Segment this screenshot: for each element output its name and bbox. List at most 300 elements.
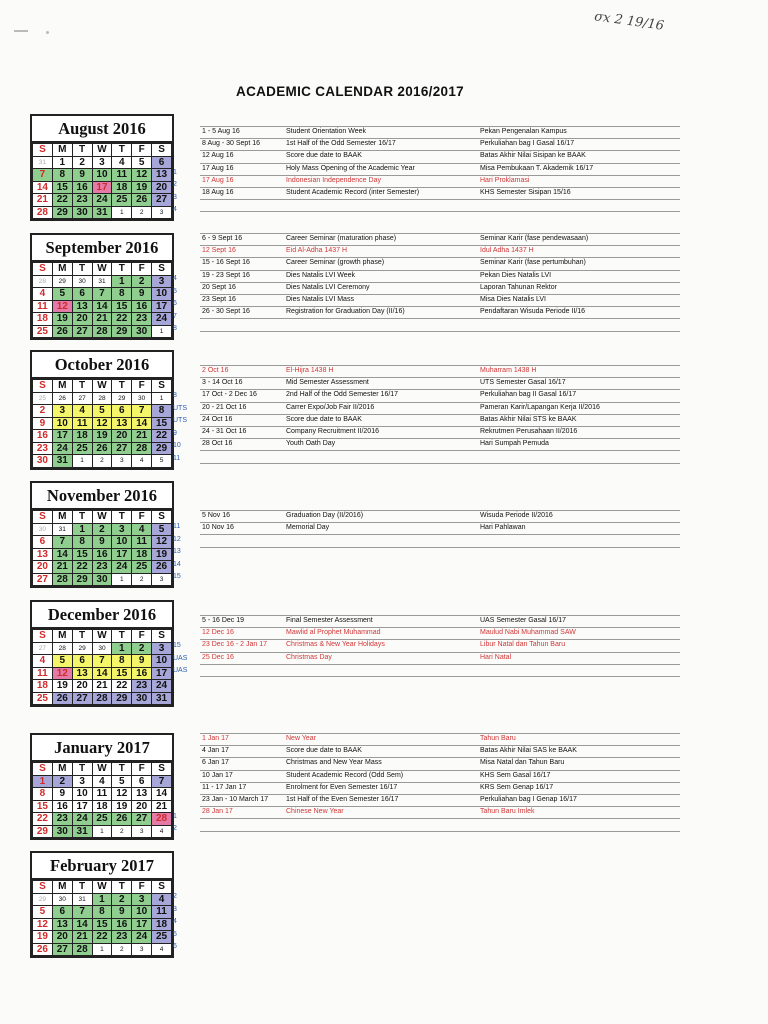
- week-row: [33, 692, 172, 705]
- week-row: [33, 642, 172, 655]
- week-number: 2: [173, 893, 177, 900]
- day-cell: 1: [112, 642, 132, 655]
- day-cell: 21: [132, 430, 152, 443]
- month-grid: [30, 481, 174, 588]
- day-cell: 10: [52, 417, 72, 430]
- week-row: [33, 455, 172, 468]
- event-row: [200, 522, 680, 534]
- day-cell: 29: [112, 325, 132, 338]
- weekday-header: F: [132, 144, 152, 157]
- day-cell: 25: [33, 392, 53, 405]
- events-table: [200, 126, 680, 212]
- event-date: 11 - 17 Jan 17: [202, 783, 247, 791]
- day-cell: 20: [152, 181, 172, 194]
- week-number: 7: [173, 312, 177, 320]
- day-cell: 8: [112, 288, 132, 301]
- weekday-header: T: [112, 511, 132, 524]
- day-cell: 13: [132, 788, 152, 801]
- week-number: 11: [173, 523, 181, 530]
- event-row: [200, 627, 680, 639]
- day-cell: 19: [152, 548, 172, 561]
- event-row: [200, 733, 680, 745]
- week-number: [173, 690, 187, 703]
- day-table: [32, 262, 172, 338]
- day-cell: 23: [132, 313, 152, 326]
- event-name-id: Misa Pembukaan T. Akademik 16/17: [480, 164, 594, 172]
- day-cell: 4: [92, 775, 112, 788]
- day-cell: 24: [152, 680, 172, 693]
- day-cell: 6: [152, 156, 172, 169]
- event-row: [200, 652, 680, 664]
- page-title: ACADEMIC CALENDAR 2016/2017: [236, 84, 464, 99]
- event-date: 3 - 14 Oct 16: [202, 379, 243, 387]
- event-name-en: 2nd Half of the Odd Semester 16/17: [286, 391, 399, 399]
- event-row: [200, 389, 680, 401]
- day-cell: 1: [152, 325, 172, 338]
- week-row: [33, 392, 172, 405]
- weekday-header: T: [112, 144, 132, 157]
- day-cell: 1: [112, 573, 132, 586]
- weekday-header: W: [92, 380, 112, 393]
- day-cell: 18: [152, 918, 172, 931]
- week-number: [173, 798, 177, 811]
- event-name-id: Perkuliahan bag I Gasal 16/17: [480, 140, 575, 148]
- weekday-header: S: [33, 144, 53, 157]
- event-date: 26 - 30 Sept 16: [202, 308, 250, 316]
- day-cell: 30: [132, 325, 152, 338]
- day-cell: 28: [92, 325, 112, 338]
- week-number: 5: [173, 287, 177, 295]
- week-row: [33, 655, 172, 668]
- event-date: 20 - 21 Oct 16: [202, 403, 247, 411]
- day-cell: 2: [52, 775, 72, 788]
- week-numbers: [173, 521, 181, 584]
- weekday-header: W: [92, 144, 112, 157]
- day-cell: 12: [132, 169, 152, 182]
- day-cell: 12: [152, 536, 172, 549]
- event-row: [200, 639, 680, 651]
- event-row: [200, 770, 680, 782]
- event-name-en: Memorial Day: [286, 524, 330, 532]
- day-cell: 25: [33, 692, 53, 705]
- day-cell: 26: [152, 561, 172, 574]
- day-cell: 28: [52, 642, 72, 655]
- event-row: [200, 757, 680, 769]
- day-cell: 30: [132, 392, 152, 405]
- month-name: January 2017: [32, 735, 172, 762]
- event-name-id: Idul Adha 1437 H: [480, 247, 534, 255]
- week-row: [33, 918, 172, 931]
- event-date: 10 Nov 16: [202, 524, 234, 532]
- day-cell: 22: [92, 931, 112, 944]
- weekday-header: W: [92, 881, 112, 894]
- day-cell: 22: [72, 561, 92, 574]
- day-cell: 4: [33, 288, 53, 301]
- week-numbers: [173, 154, 177, 217]
- day-cell: 22: [152, 430, 172, 443]
- week-row: [33, 788, 172, 801]
- week-number: 2: [173, 181, 177, 188]
- day-cell: 29: [152, 442, 172, 455]
- day-cell: 31: [152, 692, 172, 705]
- day-cell: 28: [92, 392, 112, 405]
- day-cell: 29: [112, 692, 132, 705]
- weekday-header: S: [33, 630, 53, 643]
- weekday-header: T: [72, 144, 92, 157]
- event-name-id: Tahun Baru: [480, 735, 516, 742]
- event-name-id: Perkuliahan bag II Gasal 16/17: [480, 391, 577, 399]
- day-cell: 22: [112, 680, 132, 693]
- event-row: [200, 150, 680, 162]
- event-date: 5 - 16 Dec 19: [202, 617, 245, 624]
- event-name-id: Hari Sumpah Pemuda: [480, 440, 549, 448]
- day-cell: 2: [92, 455, 112, 468]
- day-cell: 29: [52, 206, 72, 219]
- event-date: 19 - 23 Sept 16: [202, 271, 250, 279]
- day-cell: 4: [33, 655, 53, 668]
- day-cell: 2: [132, 206, 152, 219]
- day-cell: 30: [72, 206, 92, 219]
- event-date: 25 Dec 16: [202, 653, 234, 661]
- event-row: [200, 233, 680, 245]
- day-cell: 30: [33, 523, 53, 536]
- week-row: [33, 536, 172, 549]
- day-cell: 18: [92, 800, 112, 813]
- event-date: 17 Aug 16: [202, 176, 234, 184]
- event-row: [200, 377, 680, 389]
- event-name-id: Perkuliahan bag I Genap 16/17: [480, 795, 577, 803]
- day-cell: 26: [92, 442, 112, 455]
- day-cell: 13: [33, 548, 53, 561]
- day-cell: 11: [33, 300, 53, 313]
- day-cell: 6: [33, 536, 53, 549]
- day-cell: 4: [72, 405, 92, 418]
- day-cell: 1: [52, 156, 72, 169]
- month-name: February 2017: [32, 853, 172, 880]
- week-row: [33, 194, 172, 207]
- day-cell: 18: [112, 181, 132, 194]
- day-cell: 2: [112, 825, 132, 838]
- day-cell: 17: [112, 548, 132, 561]
- day-cell: 1: [92, 943, 112, 956]
- week-number: [173, 154, 177, 167]
- week-row: [33, 313, 172, 326]
- week-number: 4: [173, 918, 177, 925]
- week-number: [173, 773, 177, 786]
- day-cell: 27: [33, 573, 53, 586]
- day-cell: 12: [33, 918, 53, 931]
- weekday-header: T: [112, 380, 132, 393]
- event-name-en: Final Semester Assessment: [286, 617, 373, 624]
- weekday-header: T: [72, 511, 92, 524]
- event-name-en: Registration for Graduation Day (II/16): [286, 308, 405, 316]
- weekday-header: S: [152, 511, 172, 524]
- day-cell: 19: [52, 680, 72, 693]
- weekday-header: M: [52, 263, 72, 276]
- weekday-header: T: [72, 263, 92, 276]
- day-cell: 9: [132, 288, 152, 301]
- day-table: [32, 762, 172, 838]
- day-cell: 1: [92, 825, 112, 838]
- event-date: 8 Aug - 30 Sept 16: [202, 140, 260, 148]
- weekday-header: S: [152, 881, 172, 894]
- event-row: [200, 126, 680, 138]
- event-date: 15 - 16 Sept 16: [202, 259, 250, 267]
- event-date: 20 Sept 16: [202, 283, 236, 291]
- week-number: 8: [173, 392, 177, 399]
- day-cell: 2: [132, 642, 152, 655]
- event-name-id: Seminar Karir (fase pendewasaan): [480, 235, 589, 242]
- week-row: [33, 893, 172, 906]
- week-row: [33, 523, 172, 536]
- day-cell: 3: [132, 893, 152, 906]
- week-numbers: [173, 891, 177, 954]
- event-name-en: Score due date to BAAK: [286, 415, 362, 423]
- day-cell: 1: [33, 775, 53, 788]
- week-number: 3: [173, 193, 177, 201]
- day-cell: 18: [33, 680, 53, 693]
- day-table: [32, 510, 172, 586]
- day-cell: 22: [52, 194, 72, 207]
- day-cell: 5: [52, 655, 72, 668]
- event-name-en: Indonesian Independence Day: [286, 176, 381, 184]
- event-row: [200, 794, 680, 806]
- event-name-en: 1st Half of the Even Semester 16/17: [286, 795, 399, 803]
- event-name-en: Career Seminar (maturation phase): [286, 235, 397, 242]
- event-name-id: Pekan Pengenalan Kampus: [480, 128, 567, 135]
- day-cell: 19: [112, 800, 132, 813]
- day-cell: 31: [52, 523, 72, 536]
- day-cell: 28: [33, 206, 53, 219]
- day-cell: 10: [152, 288, 172, 301]
- week-number: 4: [173, 206, 177, 213]
- day-cell: 18: [33, 313, 53, 326]
- event-name-en: Dies Natalis LVI Ceremony: [286, 283, 370, 291]
- weekday-header: S: [33, 511, 53, 524]
- day-cell: 23: [33, 442, 53, 455]
- event-row: [200, 615, 680, 627]
- day-cell: 16: [52, 800, 72, 813]
- week-number: 11: [173, 454, 181, 462]
- day-cell: 12: [112, 788, 132, 801]
- day-cell: 11: [152, 906, 172, 919]
- weekday-header: S: [152, 144, 172, 157]
- events-table: [200, 733, 680, 832]
- day-cell: 19: [92, 430, 112, 443]
- day-cell: 3: [52, 405, 72, 418]
- event-name-en: Enrolment for Even Semester 16/17: [286, 783, 398, 791]
- day-cell: 15: [72, 548, 92, 561]
- weekday-header: S: [152, 380, 172, 393]
- week-row: [33, 825, 172, 838]
- event-name-id: Wisuda Periode II/2016: [480, 512, 553, 519]
- day-cell: 11: [112, 169, 132, 182]
- event-date: 23 Dec 16 - 2 Jan 17: [202, 641, 267, 649]
- day-cell: 21: [72, 931, 92, 944]
- day-cell: 29: [112, 392, 132, 405]
- day-cell: 4: [132, 455, 152, 468]
- day-cell: 26: [52, 692, 72, 705]
- day-cell: 13: [72, 300, 92, 313]
- event-name-id: Misa Natal dan Tahun Baru: [480, 759, 565, 767]
- day-cell: 15: [52, 181, 72, 194]
- day-cell: 31: [92, 206, 112, 219]
- event-name-en: Company Recruitment II/2016: [286, 427, 379, 435]
- day-cell: 22: [112, 313, 132, 326]
- month-calendar: [30, 481, 174, 588]
- day-cell: 9: [52, 788, 72, 801]
- day-cell: 31: [52, 455, 72, 468]
- event-name-id: Hari Pahlawan: [480, 524, 526, 532]
- event-date: 2 Oct 16: [202, 367, 229, 374]
- day-cell: 20: [72, 680, 92, 693]
- day-cell: 16: [132, 300, 152, 313]
- day-table: [32, 379, 172, 468]
- event-name-en: Christmas & New Year Holidays: [286, 641, 385, 649]
- day-cell: 7: [33, 169, 53, 182]
- week-number: UAS: [173, 654, 188, 662]
- day-cell: 31: [72, 825, 92, 838]
- event-date: 17 Aug 16: [202, 164, 234, 172]
- week-row: [33, 442, 172, 455]
- weekday-header: F: [132, 763, 152, 776]
- weekday-header: F: [132, 881, 152, 894]
- day-cell: 3: [132, 943, 152, 956]
- week-number: UAS: [173, 667, 188, 674]
- day-cell: 29: [33, 825, 53, 838]
- day-cell: 14: [92, 300, 112, 313]
- day-cell: 27: [33, 642, 53, 655]
- event-name-id: KHS Semester Sisipan 15/16: [480, 188, 571, 196]
- day-cell: 26: [132, 194, 152, 207]
- day-cell: 19: [132, 181, 152, 194]
- event-date: 28 Oct 16: [202, 440, 233, 448]
- event-name-id: Batas Akhir Nilai Sisipan ke BAAK: [480, 152, 586, 160]
- day-cell: 30: [52, 893, 72, 906]
- day-cell: 30: [132, 692, 152, 705]
- day-cell: 9: [72, 169, 92, 182]
- day-cell: 27: [132, 813, 152, 826]
- day-cell: 14: [132, 417, 152, 430]
- weekday-header: F: [132, 380, 152, 393]
- event-date: 18 Aug 16: [202, 188, 234, 196]
- week-number: 1: [173, 812, 177, 820]
- week-row: [33, 300, 172, 313]
- day-cell: 13: [72, 667, 92, 680]
- weekday-header: W: [92, 630, 112, 643]
- event-name-en: Student Academic Record (Odd Sem): [286, 771, 404, 779]
- week-number: 2: [173, 825, 177, 832]
- event-row: [200, 245, 680, 257]
- day-table: [32, 880, 172, 956]
- week-row: [33, 548, 172, 561]
- week-row: [33, 275, 172, 288]
- day-cell: 23: [132, 680, 152, 693]
- event-row: [200, 138, 680, 150]
- day-cell: 11: [72, 417, 92, 430]
- day-cell: 11: [132, 536, 152, 549]
- week-row: [33, 573, 172, 586]
- day-cell: 22: [33, 813, 53, 826]
- week-row: [33, 156, 172, 169]
- week-numbers: [173, 773, 177, 836]
- event-name-en: Dies Natalis LVI Mass: [286, 295, 354, 303]
- week-row: [33, 943, 172, 956]
- day-cell: 4: [132, 523, 152, 536]
- event-name-en: Holy Mass Opening of the Academic Year: [286, 164, 415, 172]
- event-row: [200, 426, 680, 438]
- day-cell: 30: [52, 825, 72, 838]
- event-name-en: Carrer Expo/Job Fair II/2016: [286, 403, 375, 411]
- week-number: 9: [173, 429, 177, 437]
- day-cell: 1: [112, 275, 132, 288]
- day-cell: 14: [52, 548, 72, 561]
- day-cell: 12: [52, 300, 72, 313]
- weekday-header: S: [33, 881, 53, 894]
- day-cell: 8: [152, 405, 172, 418]
- day-cell: 19: [33, 931, 53, 944]
- event-name-id: KHS Sem Gasal 16/17: [480, 771, 551, 779]
- event-row: [200, 806, 680, 818]
- event-name-en: Student Academic Record (inter Semester): [286, 188, 420, 196]
- day-cell: 16: [92, 548, 112, 561]
- month-calendar: [30, 233, 174, 340]
- event-row: [200, 175, 680, 187]
- event-row: [200, 414, 680, 426]
- weekday-header: S: [152, 630, 172, 643]
- day-cell: 20: [112, 430, 132, 443]
- event-name-en: Dies Natalis LVI Week: [286, 271, 355, 279]
- event-name-en: Youth Oath Day: [286, 440, 336, 448]
- week-row: [33, 206, 172, 219]
- day-cell: 29: [33, 893, 53, 906]
- day-cell: 8: [33, 788, 53, 801]
- day-cell: 3: [152, 573, 172, 586]
- event-name-id: Batas Akhir Nilai STS ke BAAK: [480, 415, 577, 423]
- weekday-header: T: [112, 763, 132, 776]
- day-cell: 28: [152, 813, 172, 826]
- event-date: 24 - 31 Oct 16: [202, 427, 247, 435]
- day-cell: 27: [152, 194, 172, 207]
- event-date: 17 Oct - 2 Dec 16: [202, 391, 257, 399]
- event-name-id: Hari Proklamasi: [480, 176, 530, 184]
- week-number: 6: [173, 943, 177, 950]
- weekday-header: T: [72, 380, 92, 393]
- event-date: 24 Oct 16: [202, 415, 233, 423]
- week-number: 12: [173, 535, 181, 543]
- day-cell: 27: [72, 692, 92, 705]
- day-cell: 13: [52, 918, 72, 931]
- day-cell: 24: [52, 442, 72, 455]
- week-row: [33, 931, 172, 944]
- month-grid: [30, 600, 174, 707]
- day-cell: 29: [72, 642, 92, 655]
- day-cell: 3: [152, 206, 172, 219]
- day-cell: 28: [132, 442, 152, 455]
- event-name-id: Pameran Karir/Lapangan Kerja II/2016: [480, 403, 600, 411]
- day-cell: 11: [92, 788, 112, 801]
- day-cell: 2: [132, 275, 152, 288]
- month-calendar: [30, 733, 174, 840]
- day-table: [32, 143, 172, 219]
- day-cell: 25: [132, 561, 152, 574]
- event-date: 4 Jan 17: [202, 747, 229, 755]
- month-grid: [30, 851, 174, 958]
- day-cell: 10: [72, 788, 92, 801]
- event-row: [200, 510, 680, 522]
- day-cell: 20: [52, 931, 72, 944]
- event-date: 1 Jan 17: [202, 735, 229, 742]
